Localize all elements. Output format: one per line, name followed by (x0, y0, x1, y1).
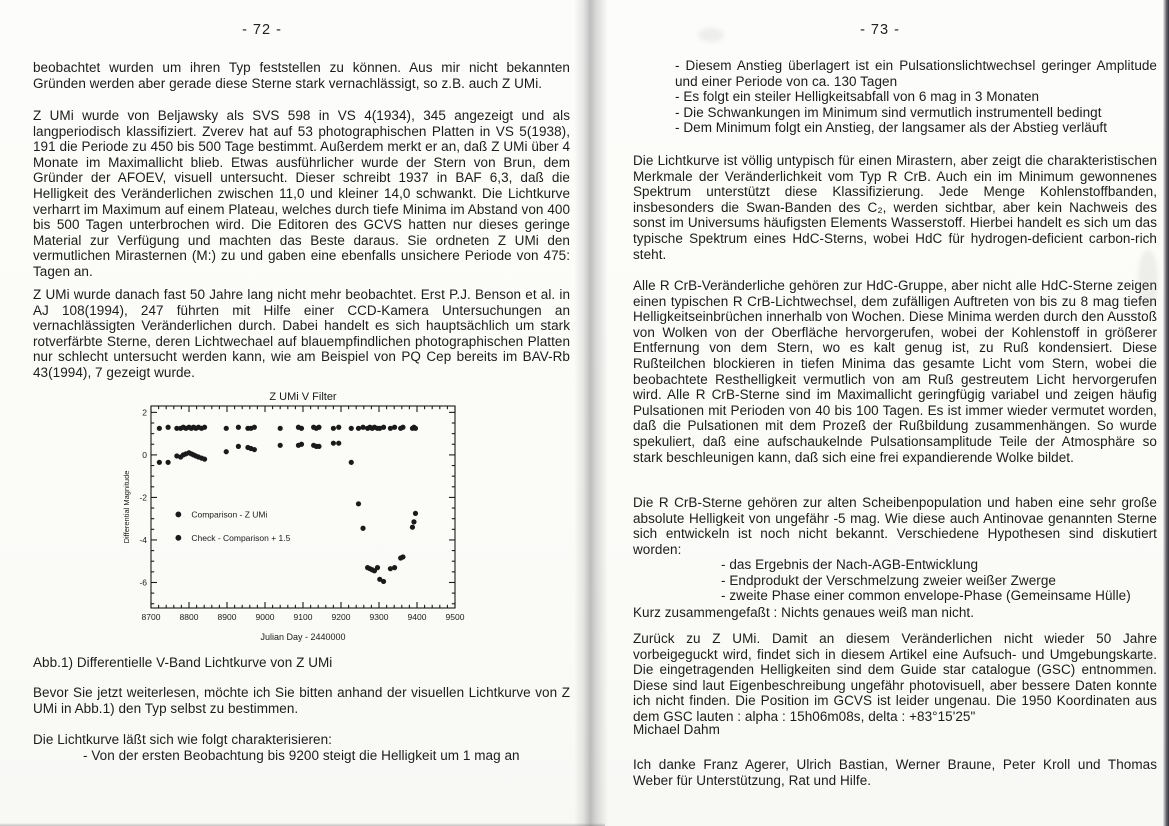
svg-text:-6: -6 (139, 577, 147, 588)
scan-artifact (1138, 250, 1158, 310)
hypothesis-3: - zweite Phase einer common envelope-Phase (Gemeinsame Hülle) (721, 588, 1131, 604)
hypotheses-list (633, 557, 1157, 604)
page-72 (33, 0, 570, 826)
page-73 (633, 0, 1157, 826)
lightcurve-bullet-2: - Diesem Anstieg überlagert ist ein Pulsationslichtwechsel geringer Amplitude und einer Periode von ca. 130 Tagen (675, 58, 1157, 89)
svg-text:Z UMi V Filter: Z UMi V Filter (269, 391, 337, 403)
svg-text:9000: 9000 (255, 612, 275, 622)
paragraph-summary: Kurz zusammengefaßt : Nichts genaues weiß man nicht. (633, 605, 974, 620)
svg-text:Check - Comparison + 1.5: Check - Comparison + 1.5 (191, 532, 291, 543)
paragraph-benson: Z UMi wurde danach fast 50 Jahre lang nicht mehr beobachtet. Erst P.J. Benson et al. in AJ 108(1994), 247 führten mit Hilfe einer CCD-Kamera Untersuchungen an vernachlässigten Veränderlichen durch. Dabei handelt es sich hauptsächlich um stark rotverfärbte Sterne, deren Lichtwechael auf blauempfindlichen photographischen Platten nur schlecht untersucht werden kann, wie am Beispiel von PQ Cep bereits im BAV-Rb 43(1994), 7 gezeigt wurde. (33, 287, 570, 380)
svg-text:9400: 9400 (407, 612, 427, 622)
svg-text:Julian Day - 2440000: Julian Day - 2440000 (260, 632, 346, 642)
lightcurve-bullet-1: - Von der ersten Beobachtung bis 9200 steigt die Helligkeit um 1 mag an (83, 748, 520, 763)
svg-text:8700: 8700 (141, 612, 161, 622)
page-number-73: - 73 - (860, 22, 900, 38)
paragraph-characterize: Die Lichtkurve läßt sich wie folgt charakterisieren: (33, 732, 332, 747)
figure-caption: Abb.1) Differentielle V-Band Lichtkurve von Z UMi (33, 655, 333, 670)
paragraph-rcrb-spectrum: Die Lichtkurve ist völlig untypisch für einen Mirastern, aber zeigt die charakteristischen Merkmale der Veränderlichkeit vom Typ R CrB. Auch ein im Minimum gewonnenes Spektrum unterstützt diese Klassifizierung. Jede Menge Kohlenstoffbanden, insbesonders die Swan-Banden des C₂, werden sichtbar, aber kein Nachweis des sonst im Universums häufigsten Elements Wasserstoff. Hierbei handelt es sich um das typische Spektrum eines HdC-Sterns, wobei HdC für hydrogen-deficient carbon-rich steht. (633, 153, 1157, 262)
page-number-72: - 72 - (242, 22, 282, 38)
lightcurve-bullet-5: - Dem Minimum folgt ein Anstieg, der langsamer als der Abstieg verläuft (675, 120, 1107, 136)
lightcurve-bullet-list (633, 58, 1157, 136)
paragraph-rcrb-mechanism: Alle R CrB-Veränderliche gehören zur HdC-Gruppe, aber nicht alle HdC-Sterne zeigen einen typischen R CrB-Lichtwechsel, dem zufälligen Auftreten von bis zu 8 mag tiefen Helligkeitseinbrüchen innerhalb von Wochen. Diese Minima werden durch den Ausstoß von Wolken von der Oberfläche hervorgerufen, wobei der Kohlenstoff in größerer Entfernung von dem Stern, wo es kalt genug ist, zu Ruß kondensiert. Diese Rußteilchen blockieren in tiefen Minima das gesamte Licht vom Stern, wobei die beobachtete Resthelligkeit vermutlich von am Ruß gestreutem Licht hervorgerufen wird. Alle R CrB-Sterne sind im Maximallicht geringfügig variabel und zeigen häufig Pulsationen mit Perioden von 40 bis 100 Tagen. Es ist immer wieder vermutet worden, daß die Pulsationen mit dem Prozeß der Rußbildung zusammenhängen. So wurde spekuliert, daß eine aufschaukelnde Pulsationsamplitude Teile der Atmosphäre so stark beschleunigen kann, daß sich eine frei expandierende Wolke bildet. (633, 278, 1157, 465)
lightcurve-figure (121, 390, 465, 646)
scan-right-edge (1163, 0, 1169, 826)
svg-text:9500: 9500 (445, 612, 465, 622)
svg-text:-2: -2 (139, 492, 147, 503)
lightcurve-bullet-4: - Die Schwankungen im Minimum sind vermutlich instrumentell bedingt (675, 104, 1102, 120)
svg-text:8800: 8800 (179, 612, 199, 622)
svg-text:Comparison - Z UMi: Comparison - Z UMi (191, 509, 268, 520)
svg-text:9300: 9300 (369, 612, 389, 622)
lightcurve-bullet-3: - Es folgt ein steiler Helligkeitsabfall von 6 mag in 3 Monaten (675, 89, 1040, 105)
paragraph-reader-task: Bevor Sie jetzt weiterlesen, möchte ich Sie bitten anhand der visuellen Lichtkurve von Z UMi in Abb.1) den Typ selbst zu bestimmen. (33, 685, 570, 716)
paragraph-intro: beobachtet wurden um ihren Typ feststellen zu können. Aus mir nicht bekannten Gründen werden aber gerade diese Sterne stark vernachlässigt, so z.B. auch Z UMi. (33, 60, 570, 91)
paragraph-acknowledgements: Ich danke Franz Agerer, Ulrich Bastian, Werner Braune, Peter Kroll und Thomas Weber für Unterstützung, Rat und Hilfe. (633, 757, 1157, 788)
svg-text:8900: 8900 (217, 612, 237, 622)
svg-text:-4: -4 (139, 534, 147, 545)
svg-text:0: 0 (142, 449, 147, 460)
svg-text:2: 2 (142, 407, 147, 418)
hypothesis-1: - das Ergebnis der Nach-AGB-Entwicklung (721, 557, 979, 572)
svg-text:9100: 9100 (293, 612, 313, 622)
paragraph-coordinates: Zurück zu Z UMi. Damit an diesem Veränderlichen nicht wieder 50 Jahre vorbeigeguckt wird, findet sich in diesem Artikel eine Aufsuch- und Umgebungskarte. Die eingetragenden Helligkeiten sind dem Guide star catalogue (GSC) entnommen. Diese sind laut Eigenbeschreibung ungefähr photovisuell, aber bessere Daten konnte ich nicht finden. Die Position im GCVS ist leider ungenau. Die 1950 Koordinaten aus dem GSC lauten : alpha : 15h06m08s, delta : +83°15'25" (633, 631, 1157, 724)
lightcurve-chart (121, 390, 465, 646)
page-gutter-shadow (574, 0, 608, 826)
scan-artifact (698, 28, 724, 42)
svg-text:Differential Magnitude: Differential Magnitude (122, 470, 131, 544)
scan-artifact (1130, 640, 1154, 680)
svg-text:9200: 9200 (331, 612, 351, 622)
paragraph-hypotheses-intro: Die R CrB-Sterne gehören zur alten Scheibenpopulation und haben eine sehr große absolute Helligkeit von ungefähr -5 mag. Wie diese auch Antinovae genannten Sterne sich entwickeln ist noch nicht bekannt. Verschiedene Hypothesen sind diskutiert worden: (633, 495, 1157, 557)
hypothesis-2: - Endprodukt der Verschmelzung zweier weißer Zwerge (721, 572, 1056, 588)
paragraph-history: Z UMi wurde von Beljawsky als SVS 598 in VS 4(1934), 345 angezeigt und als langperiodisch klassifiziert. Zverev hat auf 53 photographischen Platten in VS 5(1938), 191 die Periode zu 450 bis 500 Tage bestimmt. Außerdem merkt er an, daß Z UMi über 4 Monate im Maximallicht blieb. Etwas ausführlicher wurde der Stern von Brun, dem Gründer der AFOEV, visuell untersucht. Dieser schreibt 1937 in BAF 6,3, daß die Helligkeit des Veränderlichen zwischen 11,0 und kleiner 14,0 schwankt. Die Lichtkurve verharrt im Maximum auf einem Plateau, welches durch tiefe Minima im Abstand von 400 bis 500 Tagen unterbrochen wird. Die Editoren des GCVS hatten nur dieses geringe Material zur Verfügung und machten das Beste daraus. Sie ordneten Z UMi den vermutlichen Mirasternen (M:) zu und gaben eine ebenfalls unsichere Periode von 475: Tagen an. (33, 108, 570, 279)
author-name: Michael Dahm (633, 722, 720, 737)
